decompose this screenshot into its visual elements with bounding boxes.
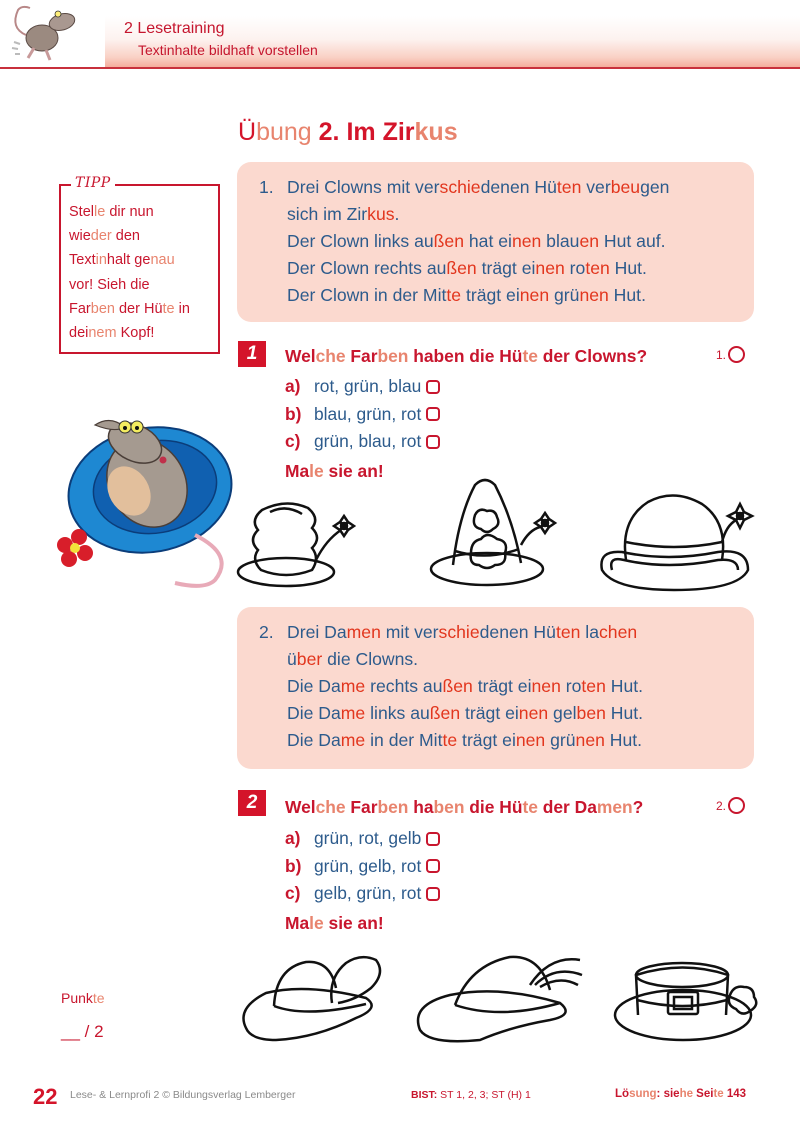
syllable: die Hü: [464, 797, 523, 817]
syllable: Ma: [285, 460, 310, 481]
reading-box-1: [237, 162, 754, 322]
syllable: chen: [599, 622, 638, 642]
header-rule: [0, 67, 800, 69]
syllable: nen: [575, 730, 605, 750]
points-label-strong: Punk: [61, 990, 93, 1006]
syllable: blau: [541, 231, 580, 251]
exercise-name: Im Zir: [346, 118, 415, 146]
syllable: Drei Da: [287, 622, 347, 642]
points-label: [61, 990, 105, 1006]
syllable: nen: [531, 676, 561, 696]
reading-line: [259, 700, 643, 727]
syllable: hat ei: [464, 231, 512, 251]
buckle-hat-icon[interactable]: [608, 950, 773, 1045]
syllable: nen: [579, 285, 609, 305]
syllable: denen Hü: [480, 177, 557, 197]
syllable: ro: [564, 258, 586, 278]
title-prefix-light: bung: [256, 118, 312, 146]
syllable: den: [111, 228, 140, 245]
option-label: c): [285, 883, 301, 904]
copyright: Lese- & Lernprofi 2 © Bildungsverlag Lemberger: [70, 1089, 296, 1101]
tipp-line: [69, 297, 190, 321]
syllable: Kopf!: [116, 325, 155, 342]
exercise-number: 2.: [318, 118, 340, 146]
option-label: c): [285, 431, 301, 452]
syllable: ver: [581, 177, 611, 197]
syllable: Far: [345, 797, 378, 817]
syllable: ha: [408, 797, 434, 817]
syllable: Der Clown in der Mit: [287, 285, 447, 305]
syllable: in der Mit: [365, 730, 443, 750]
syllable: te: [522, 797, 538, 817]
question-badge-1: 1: [238, 341, 266, 367]
syllable: en: [579, 231, 600, 251]
syllable: le: [309, 912, 324, 933]
option-text: grün, blau, rot: [314, 431, 422, 452]
syllable: Lö: [615, 1088, 630, 1100]
syllable: te: [713, 1088, 724, 1100]
syllable: vor! Sieh die: [69, 276, 150, 293]
syllable: Far: [69, 300, 91, 317]
points-label-light: te: [92, 990, 105, 1006]
syllable: Hut.: [608, 285, 646, 305]
bist-value: ST 1, 2, 3; ST (H) 1: [437, 1089, 531, 1101]
syllable: der Clowns?: [537, 346, 648, 366]
syllable: ßen: [433, 231, 464, 251]
syllable: trägt ei: [472, 676, 532, 696]
syllable: der: [90, 228, 112, 245]
syllable: schie: [439, 177, 481, 197]
score-2: [716, 797, 745, 814]
syllable: Hut.: [604, 730, 643, 750]
score-2-label: 2.: [716, 798, 727, 813]
syllable: ?: [632, 797, 644, 817]
checkbox[interactable]: [426, 887, 440, 901]
syllable: la: [580, 622, 599, 642]
syllable: men: [346, 622, 381, 642]
syllable: die Clowns.: [322, 649, 419, 669]
reading-number: 1.: [259, 177, 274, 197]
syllable: Ma: [285, 912, 310, 933]
checkbox[interactable]: [426, 380, 440, 394]
syllable: dir nun: [105, 204, 154, 220]
score-1: [716, 346, 745, 363]
syllable: Text: [69, 252, 96, 269]
syllable: Hut auf.: [599, 231, 666, 251]
stacked-clown-hat-icon[interactable]: [236, 490, 356, 590]
syllable: links au: [365, 703, 430, 723]
syllable: ßen: [446, 258, 477, 278]
option-label: a): [285, 828, 301, 849]
syllable: Die Da: [287, 703, 341, 723]
syllable: le: [94, 204, 106, 220]
syllable: sie an!: [323, 460, 384, 481]
tipp-text: [69, 200, 190, 345]
tipp-line: [69, 224, 190, 248]
question-2-text: [285, 797, 643, 818]
reading-line: [259, 646, 643, 673]
pointed-clown-hat-icon[interactable]: [425, 475, 565, 590]
reading-line: [259, 174, 669, 201]
syllable: trägt ei: [460, 703, 519, 723]
syllable: ben: [433, 797, 465, 817]
reading-line: [259, 201, 669, 228]
syllable: wie: [69, 228, 91, 245]
option-label: b): [285, 403, 302, 424]
syllable: le: [309, 460, 324, 481]
reading-box-2: [237, 607, 754, 769]
option-text: gelb, grün, rot: [314, 883, 422, 904]
chapter-title: 2 Lesetraining: [124, 20, 225, 37]
tipp-line: [69, 248, 190, 272]
option-2c[interactable]: [285, 880, 440, 908]
points-score[interactable]: __ / 2: [61, 1022, 104, 1041]
syllable: rechts au: [365, 676, 443, 696]
option-label: b): [285, 855, 302, 876]
syllable: Hut.: [609, 258, 647, 278]
page-number: 22: [33, 1084, 58, 1109]
syllable: trägt ei: [461, 285, 520, 305]
syllable: ten: [556, 177, 582, 197]
syllable: ben: [377, 346, 409, 366]
syllable: Far: [345, 346, 378, 366]
tipp-line: [69, 200, 190, 224]
syllable: kus: [367, 204, 395, 224]
checkbox[interactable]: [426, 859, 440, 873]
syllable: Stel: [69, 204, 94, 220]
reading-line: [259, 727, 643, 754]
syllable: 143: [723, 1088, 747, 1100]
syllable: Hut.: [605, 676, 644, 696]
running-rat-icon: [0, 0, 100, 66]
syllable: halt ge: [106, 252, 151, 269]
syllable: he: [679, 1088, 693, 1100]
syllable: der Hü: [114, 300, 163, 317]
syllable: nen: [511, 231, 542, 251]
syllable: Drei Clowns mit ver: [287, 177, 440, 197]
reading-line: [259, 619, 643, 646]
syllable: che: [315, 797, 346, 817]
syllable: nau: [150, 252, 175, 269]
checkbox[interactable]: [426, 435, 440, 449]
syllable: te: [522, 346, 538, 366]
checkbox[interactable]: [426, 407, 440, 421]
syllable: beu: [610, 177, 641, 197]
syllable: ten: [555, 622, 581, 642]
reading-line: [259, 282, 669, 309]
syllable: nen: [519, 285, 550, 305]
question-badge-2: 2: [238, 790, 266, 816]
reading-number: 2.: [259, 622, 274, 642]
feathered-wide-brim-hat-icon[interactable]: [236, 948, 396, 1043]
syllable: denen Hü: [479, 622, 556, 642]
syllable: gel: [548, 703, 577, 723]
syllable: me: [340, 703, 366, 723]
tipp-line: [69, 321, 190, 345]
syllable: .: [394, 204, 400, 224]
syllable: nen: [515, 730, 546, 750]
syllable: ro: [560, 676, 582, 696]
feathered-cavalier-hat-icon[interactable]: [410, 945, 590, 1045]
syllable: Die Da: [287, 730, 341, 750]
bowler-hat-icon[interactable]: [598, 490, 758, 595]
tipp-line: [69, 273, 190, 297]
solution-reference: [615, 1088, 746, 1100]
syllable: : sie: [656, 1088, 680, 1100]
tipp-box: [59, 175, 220, 354]
syllable: Sei: [692, 1088, 714, 1100]
reading-line: [259, 673, 643, 700]
score-1-circle[interactable]: [728, 346, 745, 363]
bist-label: BIST:: [411, 1089, 438, 1101]
syllable: ten: [581, 676, 606, 696]
option-text: grün, gelb, rot: [314, 855, 422, 876]
syllable: che: [315, 346, 346, 366]
exercise-name-light: kus: [414, 118, 458, 146]
syllable: trägt ei: [476, 258, 536, 278]
option-1b[interactable]: [285, 401, 440, 429]
reading-text-1: [259, 174, 669, 309]
exercise-title: [238, 118, 458, 147]
checkbox[interactable]: [426, 832, 440, 846]
syllable: der Da: [537, 797, 597, 817]
option-1c[interactable]: [285, 428, 440, 456]
syllable: sich im Zir: [287, 204, 368, 224]
syllable: ten: [585, 258, 610, 278]
syllable: grü: [545, 730, 576, 750]
option-label: a): [285, 376, 301, 397]
reading-text-2: [259, 619, 643, 754]
syllable: men: [596, 797, 633, 817]
instruction-2: [285, 913, 440, 937]
syllable: ßen: [442, 676, 473, 696]
syllable: gen: [640, 177, 670, 197]
syllable: te: [442, 730, 458, 750]
syllable: dei: [69, 325, 89, 342]
syllable: sung: [629, 1088, 657, 1100]
syllable: in: [95, 252, 107, 269]
syllable: schie: [438, 622, 480, 642]
option-1a[interactable]: [285, 373, 440, 401]
syllable: mit ver: [380, 622, 439, 642]
chapter-subtitle: Textinhalte bildhaft vorstellen: [138, 42, 318, 58]
syllable: grü: [549, 285, 580, 305]
syllable: Wel: [285, 346, 316, 366]
syllable: ben: [576, 703, 606, 723]
option-text: grün, rot, gelb: [314, 828, 422, 849]
score-1-label: 1.: [716, 347, 727, 362]
bist-standards: [411, 1089, 531, 1101]
syllable: in: [174, 300, 190, 317]
syllable: ben: [377, 797, 409, 817]
syllable: ber: [296, 649, 323, 669]
syllable: nen: [535, 258, 565, 278]
question-1-options: [285, 373, 440, 485]
reading-line: [259, 228, 669, 255]
syllable: Die Da: [287, 676, 341, 696]
syllable: ben: [90, 300, 115, 317]
syllable: haben die Hü: [408, 346, 523, 366]
question-2-options: [285, 825, 440, 937]
syllable: trägt ei: [457, 730, 516, 750]
score-2-circle[interactable]: [728, 797, 745, 814]
syllable: nen: [518, 703, 549, 723]
reading-line: [259, 255, 669, 282]
header-logo: [0, 0, 105, 68]
syllable: Hut.: [605, 703, 644, 723]
instruction-1: [285, 461, 440, 485]
tipp-label: TIPP: [71, 175, 115, 191]
syllable: nem: [88, 325, 117, 342]
syllable: Der Clown rechts au: [287, 258, 447, 278]
option-text: blau, grün, rot: [314, 403, 422, 424]
syllable: te: [446, 285, 462, 305]
option-2a[interactable]: [285, 825, 440, 853]
option-2b[interactable]: [285, 853, 440, 881]
title-prefix: Ü: [238, 118, 257, 146]
syllable: ßen: [429, 703, 461, 723]
syllable: Wel: [285, 797, 316, 817]
question-1-text: [285, 346, 647, 367]
syllable: me: [340, 676, 366, 696]
syllable: ü: [287, 649, 297, 669]
syllable: te: [162, 300, 175, 317]
syllable: sie an!: [323, 912, 384, 933]
syllable: me: [340, 730, 366, 750]
syllable: Der Clown links au: [287, 231, 434, 251]
rat-in-hat-illustration: [55, 405, 235, 590]
option-text: rot, grün, blau: [314, 376, 422, 397]
